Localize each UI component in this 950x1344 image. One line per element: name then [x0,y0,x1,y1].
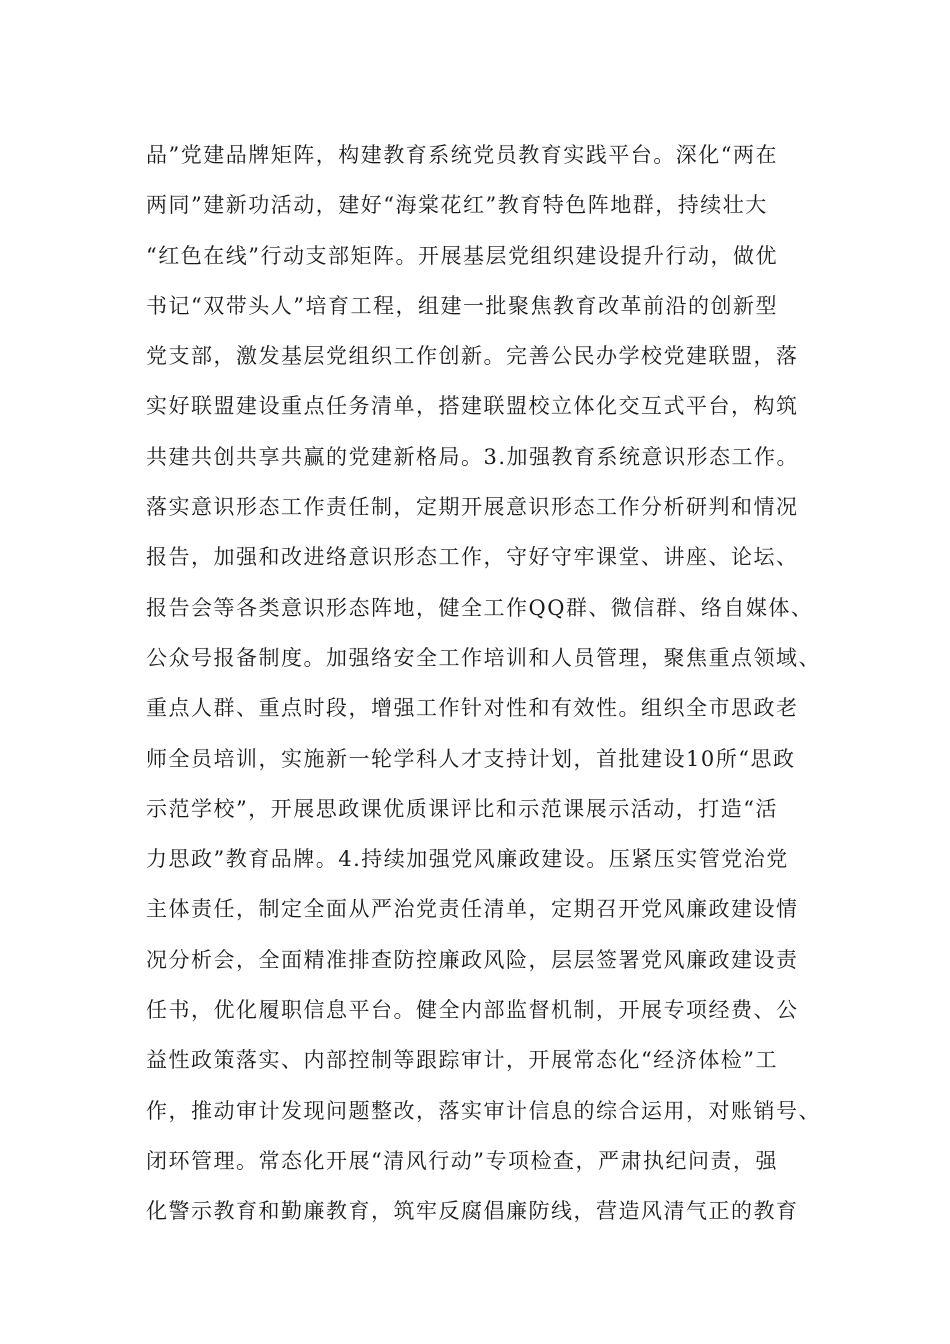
text-line: 作，推动审计发现问题整改，落实审计信息的综合运用，对账销号、 [146,1098,821,1123]
text-line: 况分析会，全面精准排查防控廉政风险，层层签署党风廉政建设责 [146,947,799,972]
text-line: 公众号报备制度。加强络安全工作培训和人员管理，聚焦重点领域、 [146,645,821,670]
text-line: 力思政”教育品牌。4.持续加强党风廉政建设。压紧压实管党治党 [146,847,789,872]
text-line: 书记“双带头人”培育工程，组建一批聚焦教育改革前沿的创新型 [146,293,778,318]
text-line: “红色在线”行动支部矩阵。开展基层党组织建设提升行动，做优 [146,243,778,268]
text-line: 报告，加强和改进络意识形态工作，守好守牢课堂、讲座、论坛、 [146,545,799,570]
text-line: 任书，优化履职信息平台。健全内部监督机制，开展专项经费、公 [146,998,799,1023]
text-line: 重点人群、重点时段，增强工作针对性和有效性。组织全市思政老 [146,696,799,721]
text-line: 师全员培训，实施新一轮学科人才支持计划，首批建设10所“思政 [146,746,796,771]
text-line: 益性政策落实、内部控制等跟踪审计，开展常态化“经济体检”工 [146,1048,778,1073]
text-line: 报告会等各类意识形态阵地，健全工作QQ群、微信群、络自媒体、 [146,595,814,620]
text-line: 两同”建新功活动，建好“海棠花红”教育特色阵地群，持续壮大 [146,193,768,218]
text-line: 共建共创共享共赢的党建新格局。3.加强教育系统意识形态工作。 [146,444,800,469]
text-line: 实好联盟建设重点任务清单，搭建联盟校立体化交互式平台，构筑 [146,394,799,419]
text-line: 示范学校”，开展思政课优质课评比和示范课展示活动，打造“活 [146,796,778,821]
body-text [146,130,826,1237]
text-line: 闭环管理。常态化开展“清风行动”专项检查，严肃执纪问责，强 [146,1148,778,1173]
text-line: 品”党建品牌矩阵，构建教育系统党员教育实践平台。深化“两在 [146,143,778,167]
text-line: 落实意识形态工作责任制，定期开展意识形态工作分析研判和情况 [146,495,799,520]
text-line: 主体责任，制定全面从严治党责任清单，定期召开党风廉政建设情 [146,897,799,922]
text-line: 化警示教育和勤廉教育，筑牢反腐倡廉防线，营造风清气正的教育 [146,1199,799,1224]
text-line: 党支部，激发基层党组织工作创新。完善公民办学校党建联盟，落 [146,344,799,369]
